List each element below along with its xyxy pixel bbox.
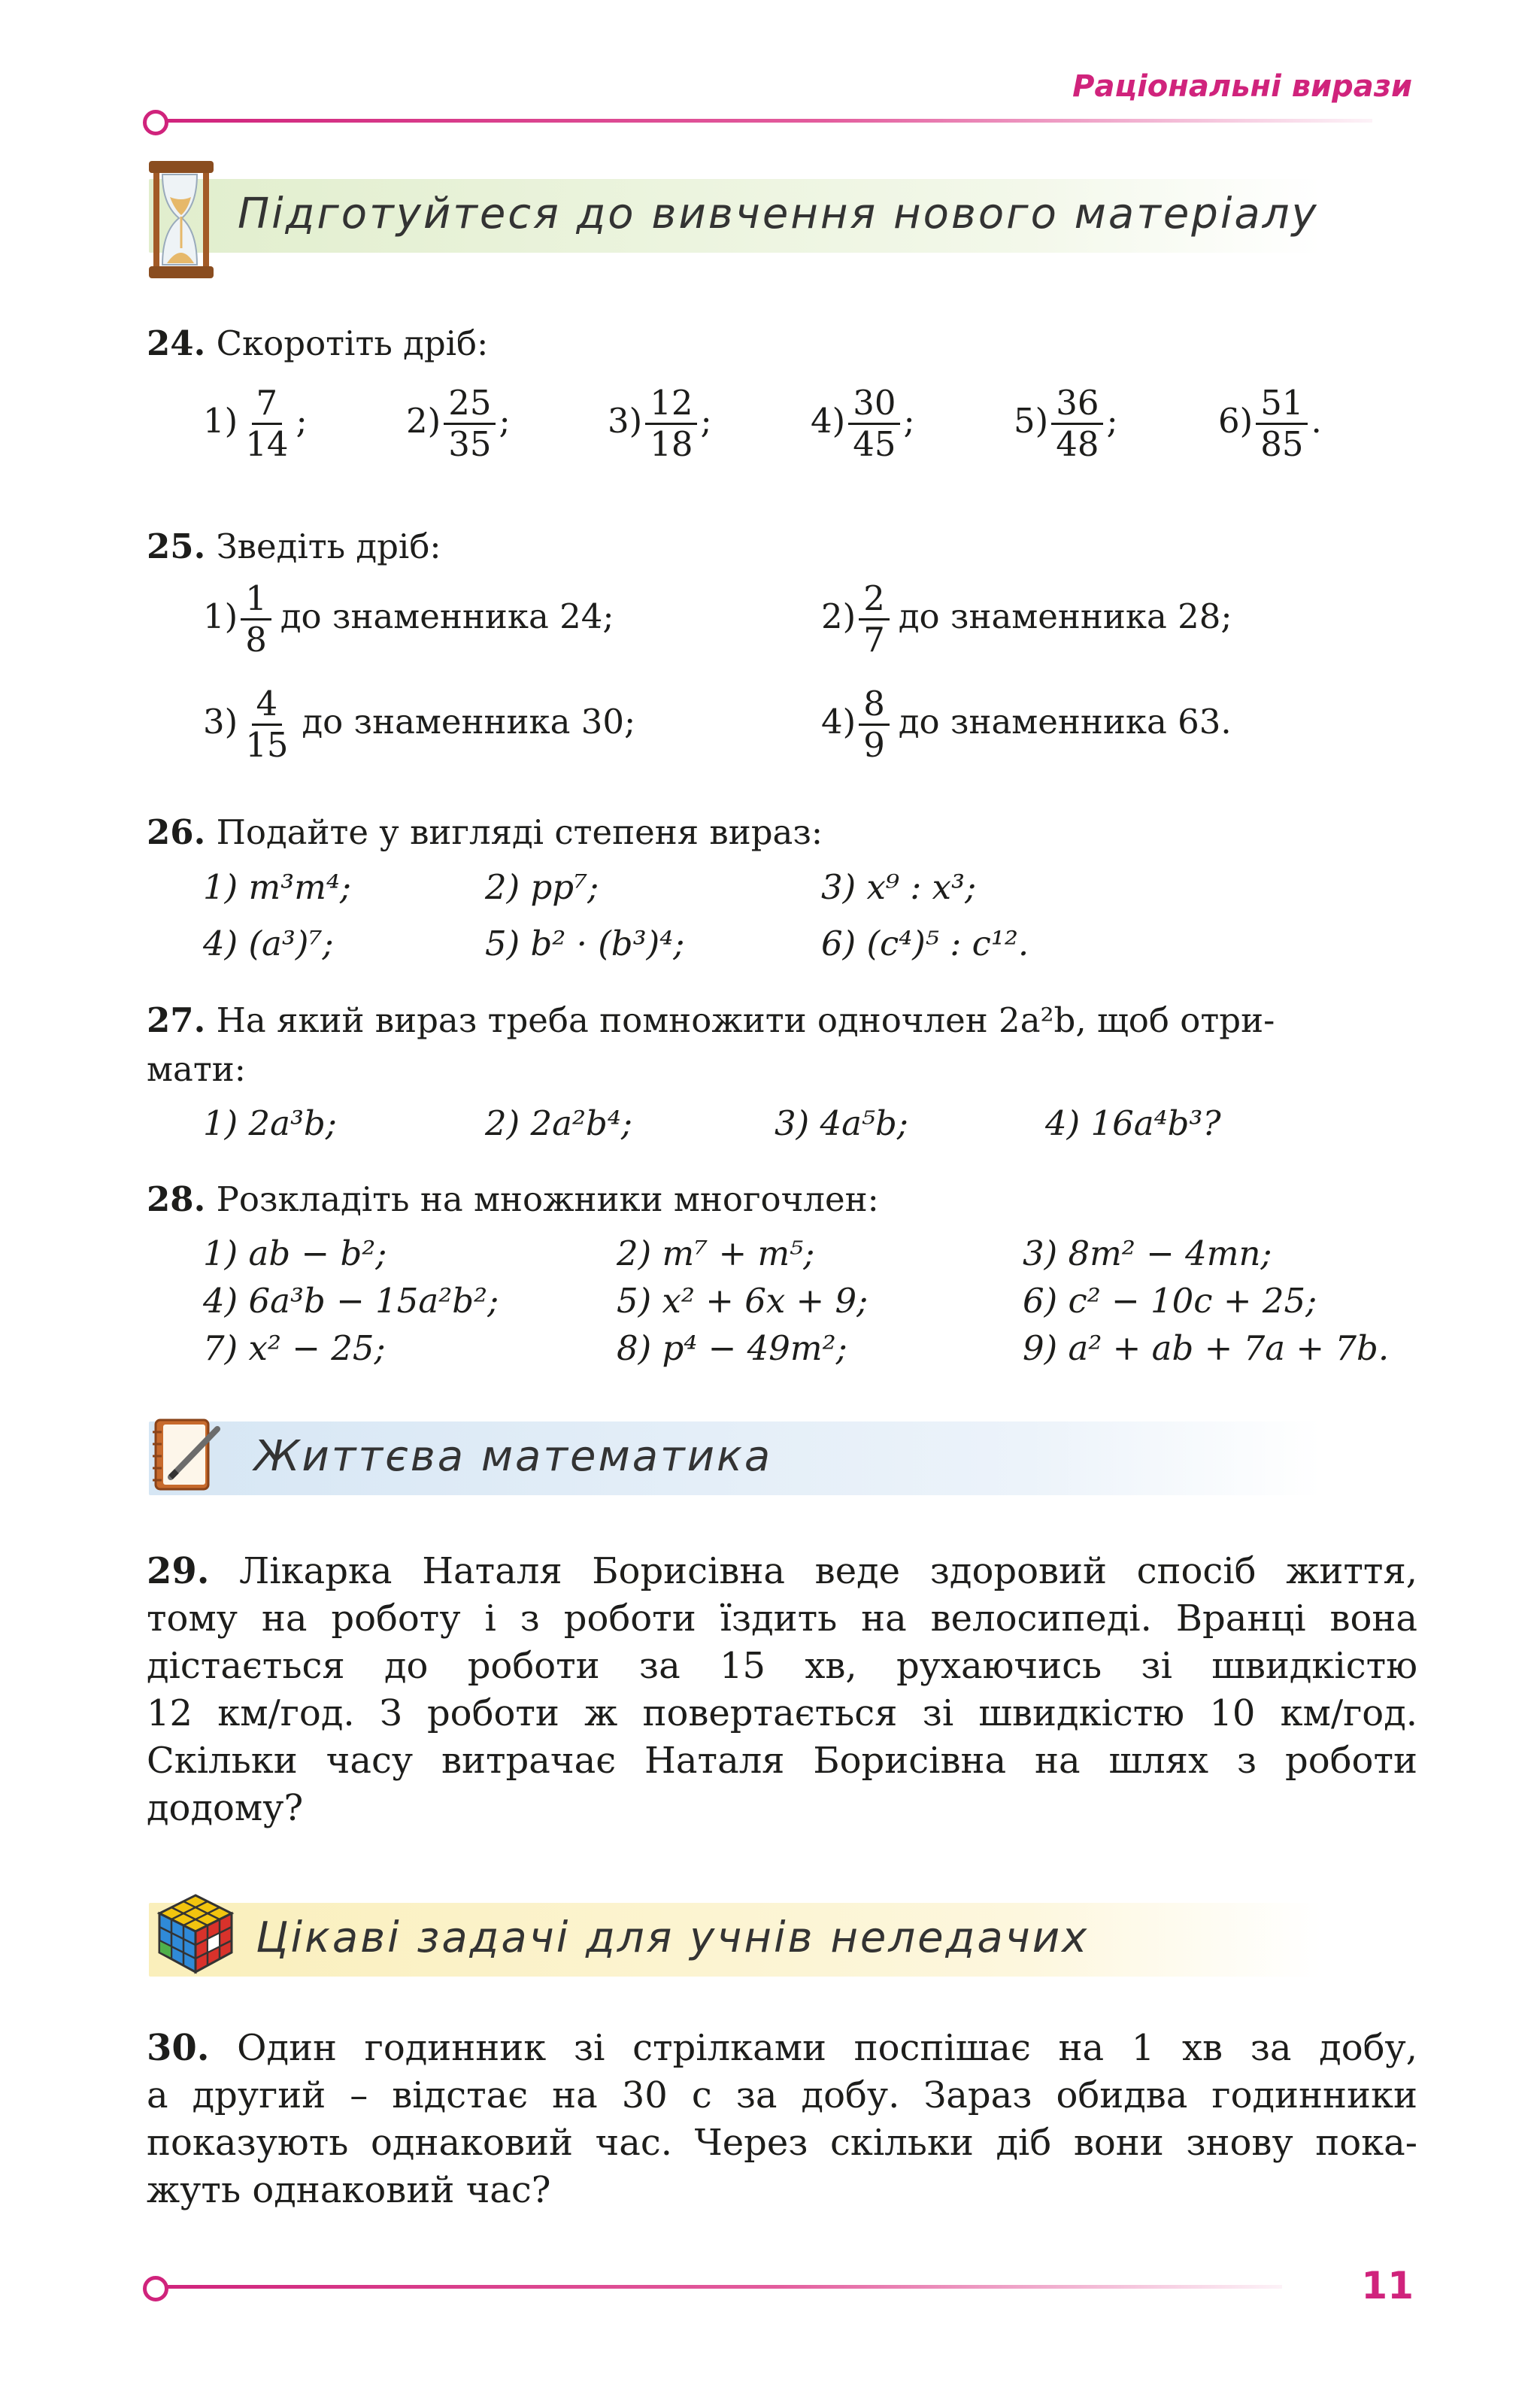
p29-line-1 [147,1548,1417,1594]
problem-28-item-9: 9) a² + ab + 7a + 7b. [1023,1328,1390,1368]
problem-24-item-6 [1218,384,1322,464]
banner-interesting [149,1903,1322,1977]
problem-26-item-4: 4) (a³)⁷; [203,924,334,963]
fraction-numerator: 1 [241,579,271,620]
p29-line-5 [147,1737,1417,1784]
fraction-numerator: 2 [859,579,890,620]
problem-28-item-6: 6) c² − 10c + 25; [1023,1281,1317,1321]
fraction-numerator: 51 [1256,384,1308,425]
fraction [859,579,890,660]
banner-interesting-title: Цікаві задачі для учнів неледачих [256,1913,1090,1962]
fraction [848,384,900,464]
fraction [241,579,271,660]
item-end: ; [296,401,308,441]
problem-24-item-4 [811,384,915,464]
fraction-denominator: 18 [650,424,693,464]
item-rest: до знаменника 24; [280,596,614,636]
problem-24-item-1 [203,384,308,464]
item-label: 4) [821,702,856,742]
problem-24-item-5 [1014,384,1118,464]
fraction-numerator: 30 [848,384,900,425]
bottom-rule [154,2285,1282,2289]
problem-25-item-4 [821,684,1232,765]
fraction-denominator: 9 [863,725,885,765]
item-label: 4) [811,401,846,441]
fraction-denominator: 7 [863,620,885,660]
banner-prepare-title: Підготуйтеся до вивчення нового матеріалу [238,190,1319,238]
fraction [1256,384,1308,464]
problem-24-statement: 24. Скоротіть дріб: [147,323,489,363]
bottom-rule-ring [143,2276,168,2301]
item-end: ; [1106,401,1118,441]
problem-25-item-2 [821,579,1232,660]
banner-life-math-title: Життєва математика [254,1432,773,1481]
fraction-denominator: 14 [245,424,289,464]
p29-line-text: тому на роботу і з роботи їздить на велосипеді. Вранці вона [147,1597,1417,1640]
fraction [241,684,293,765]
p30-line-text: Один годинник зі стрілками поспішає на 1 хв за добу, [237,2027,1417,2069]
problem-26-item-2: 2) pp⁷; [485,867,599,907]
problem-27-statement-line2: мати: [147,1049,246,1089]
p30-line-text: а другий – відстає на 30 с за добу. Зараз обидва годинники [147,2074,1417,2116]
item-rest: до знаменника 30; [302,702,636,742]
fraction [444,384,496,464]
problem-28-item-1: 1) ab − b²; [203,1233,387,1273]
item-rest: до знаменника 63. [898,702,1232,742]
problem-26-item-5: 5) b² · (b³)⁴; [485,924,685,963]
banner-prepare [149,179,1322,253]
problem-27-item-4: 4) 16a⁴b³? [1045,1103,1221,1143]
p29-line-text: Скільки часу витрачає Наталя Борисівна на шлях з роботи [147,1740,1417,1782]
problem-27-statement-line1: 27. На який вираз треба помножити одночлен 2a²b, щоб отри- [147,1000,1275,1040]
fraction-numerator: 25 [444,384,496,425]
p29-line-2 [147,1595,1417,1642]
fraction [241,384,293,464]
item-end: ; [499,401,511,441]
p30-line-2 [147,2072,1417,2119]
banner-life-math [149,1421,1322,1495]
item-label: 1) [203,596,238,636]
p30-number: 30. [147,2027,210,2069]
fraction-numerator: 36 [1051,384,1103,425]
problem-25-statement: 25. Зведіть дріб: [147,526,441,566]
item-end: ; [903,401,915,441]
p29-line-text: 12 км/год. З роботи ж повертається зі швидкістю 10 км/год. [147,1692,1417,1734]
hourglass-icon [147,159,215,280]
fraction-denominator: 48 [1056,424,1099,464]
p29-line-text: Лікарка Наталя Борисівна веде здоровий спосіб життя, [239,1550,1417,1592]
item-label: 2) [821,596,856,636]
problem-28-statement: 28. Розкладіть на множники многочлен: [147,1179,879,1219]
problem-25-item-1 [203,579,614,660]
problem-26-item-3: 3) x⁹ : x³; [821,867,977,907]
fraction-denominator: 8 [245,620,267,660]
fraction [859,684,890,765]
rubiks-cube-icon [150,1888,241,1978]
top-rule-ring [143,110,168,135]
problem-28-item-5: 5) x² + 6x + 9; [617,1281,869,1321]
p30-line-1 [147,2025,1417,2071]
problem-28-item-2: 2) m⁷ + m⁵; [617,1233,815,1273]
problem-24-item-3 [608,384,712,464]
p29-line-text: дістається до роботи за 15 хв, рухаючись зі швидкістю [147,1645,1417,1687]
fraction-numerator: 12 [645,384,697,425]
fraction-denominator: 35 [448,424,492,464]
problem-27-item-1: 1) 2a³b; [203,1103,337,1143]
p30-line-3 [147,2119,1417,2166]
item-label: 5) [1014,401,1049,441]
problem-26-statement: 26. Подайте у вигляді степеня вираз: [147,812,823,852]
item-label: 2) [406,401,441,441]
p29-line-text: додому? [147,1787,304,1829]
fraction-denominator: 15 [245,725,289,765]
fraction-denominator: 85 [1260,424,1304,464]
p30-line-text: показують однаковий час. Через скільки діб вони знову пока- [147,2122,1417,2164]
item-label: 1) [203,401,238,441]
p29-line-4 [147,1690,1417,1737]
p29-line-3 [147,1643,1417,1689]
item-end: . [1311,401,1322,441]
item-rest: до знаменника 28; [898,596,1232,636]
item-end: ; [700,401,712,441]
item-label: 3) [203,702,238,742]
problem-27-item-2: 2) 2a²b⁴; [485,1103,632,1143]
problem-27-item-3: 3) 4a⁵b; [775,1103,908,1143]
problem-28-item-8: 8) p⁴ − 49m²; [617,1328,847,1368]
notebook-pen-icon [145,1414,228,1497]
section-header-title: Раціональні вирази [1072,69,1412,104]
problem-28-item-7: 7) x² − 25; [203,1328,386,1368]
p30-line-4 [147,2167,1417,2213]
item-label: 6) [1218,401,1254,441]
top-rule [154,119,1372,123]
fraction [645,384,697,464]
fraction-numerator: 8 [859,684,890,726]
p30-line-text: жуть однаковий час? [147,2169,551,2211]
item-label: 3) [608,401,643,441]
fraction-denominator: 45 [853,424,896,464]
fraction [1051,384,1103,464]
problem-26-item-1: 1) m³m⁴; [203,867,352,907]
p29-line-6 [147,1785,1417,1831]
problem-28-item-3: 3) 8m² − 4mn; [1023,1233,1272,1273]
problem-28-item-4: 4) 6a³b − 15a²b²; [203,1281,499,1321]
problem-24-item-2 [406,384,511,464]
problem-25-item-3 [203,684,635,765]
fraction-numerator: 7 [252,384,283,425]
p29-number: 29. [147,1550,210,1592]
fraction-numerator: 4 [252,684,283,726]
problem-26-item-6: 6) (c⁴)⁵ : c¹². [821,924,1029,963]
page-number: 11 [1361,2264,1414,2307]
